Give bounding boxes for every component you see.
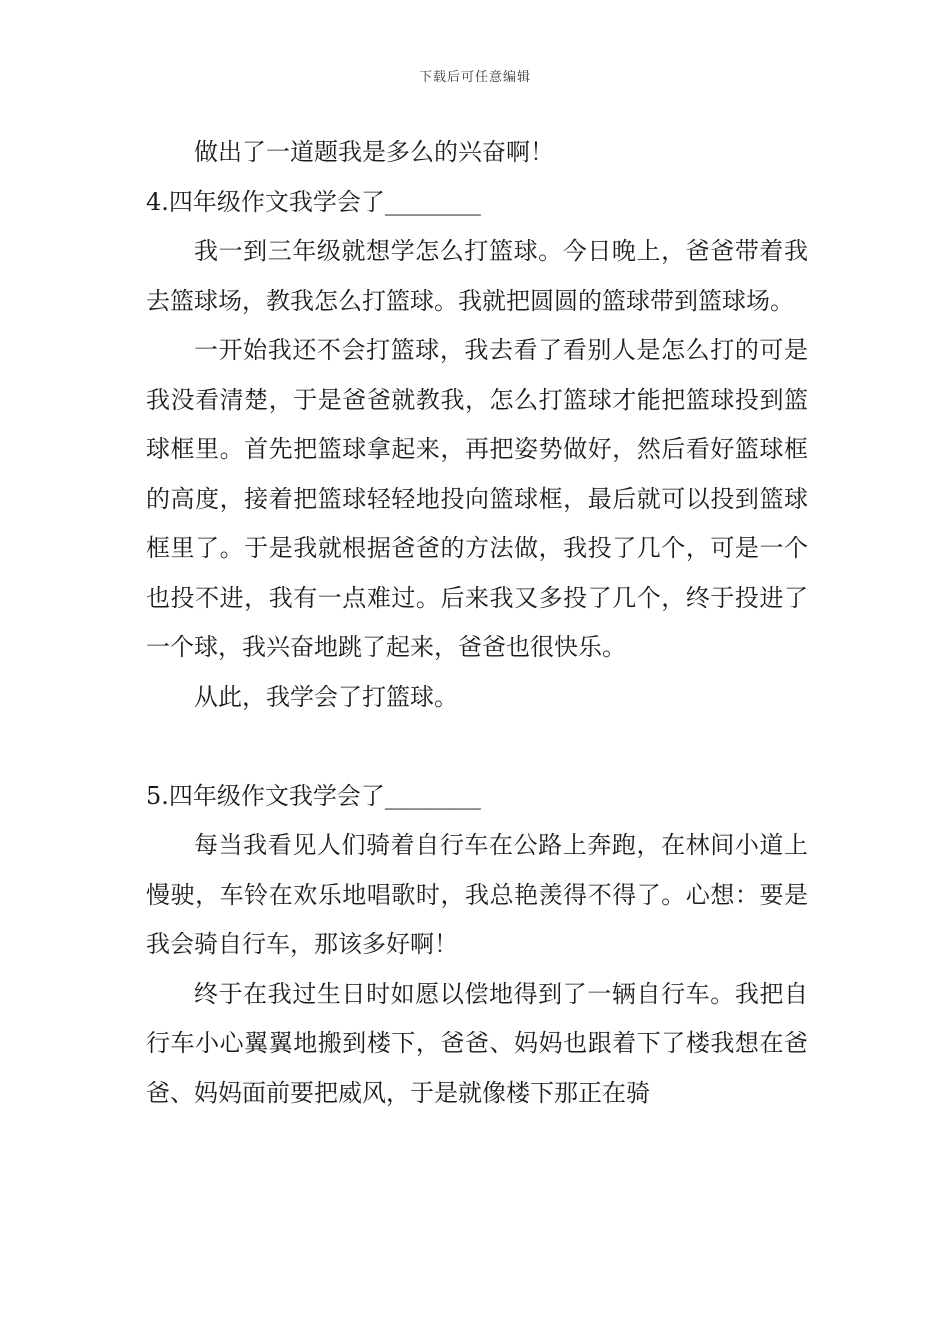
section-heading-4: 4.四年级作文我学会了________ (146, 187, 481, 216)
paragraph: 从此，我学会了打篮球。 (194, 682, 458, 711)
document-body (146, 128, 808, 1118)
paragraph: 做出了一道题我是多么的兴奋啊！ (194, 138, 554, 166)
section-gap (146, 722, 808, 772)
header-note: 下载后可任意编辑 (418, 70, 531, 85)
section-heading-5: 5.四年级作文我学会了________ (146, 781, 481, 810)
paragraph: 每当我看见人们骑着自行车在公路上奔跑，在林间小道上慢驶，车铃在欢乐地唱歌时，我总艳羡得不得了。心想：要是我会骑自行车，那该多好啊！ (146, 831, 808, 958)
paragraph: 终于在我过生日时如愿以偿地得到了一辆自行车。我把自行车小心翼翼地搬到楼下，爸爸、妈妈也跟着下了楼我想在爸爸、妈妈面前要把威风，于是就像楼下那正在骑 (146, 979, 808, 1107)
paragraph: 一开始我还不会打篮球，我去看了看别人是怎么打的可是我没看清楚，于是爸爸就教我，怎么打篮球才能把篮球投到篮球框里。首先把篮球拿起来，再把姿势做好，然后看好篮球框的高度，接着把篮球轻轻地投向篮球框，最后就可以投到篮球框里了。于是我就根据爸爸的方法做，我投了几个，可是一个也投不进，我有一点难过。后来我又多投了几个，终于投进了一个球，我兴奋地跳了起来，爸爸也很快乐。 (146, 336, 808, 661)
paragraph: 我一到三年级就想学怎么打篮球。今日晚上，爸爸带着我去篮球场，教我怎么打篮球。我就把圆圆的篮球带到篮球场。 (146, 237, 808, 315)
